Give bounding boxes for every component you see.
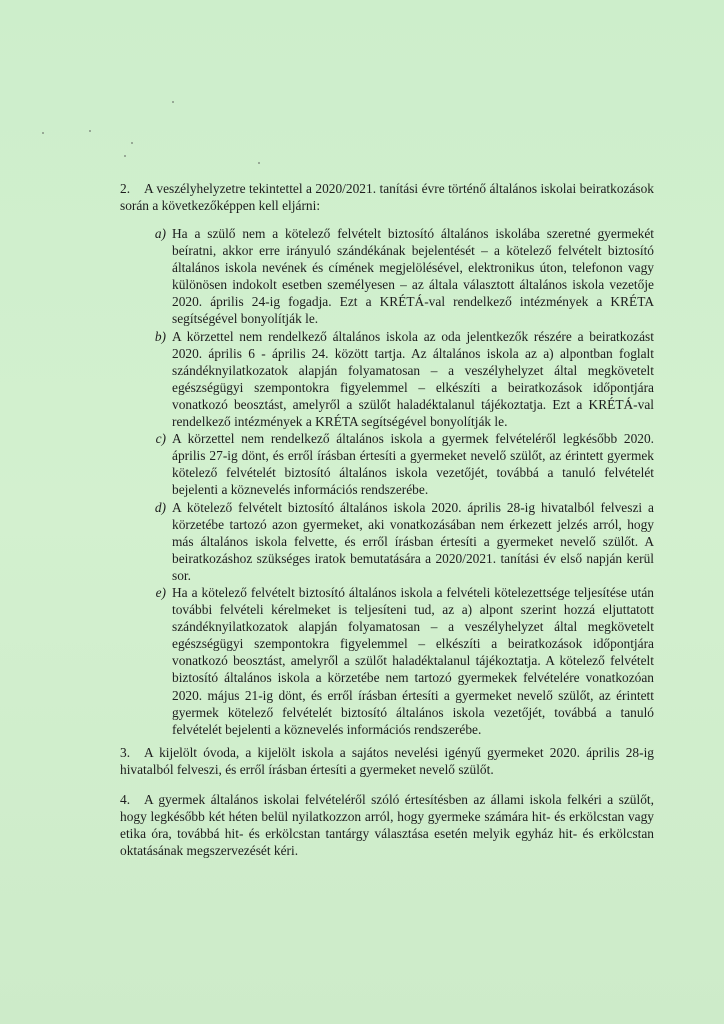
scan-speck [258, 162, 260, 164]
sub-item-letter: c) [155, 431, 166, 447]
sub-item-letter: a) [154, 226, 166, 241]
list-item-3 [120, 744, 654, 778]
sub-item-letter: d) [154, 499, 166, 515]
sub-item-text: Ha a kötelező felvételt biztosító általános iskola a felvételi kötelezettsége teljesítése után további felvételi kérelmeket is teljesíteni tud, az a) alpont szerint hozzá eljuttatott szándéknyilatkozatok alapján folyamatosan – a veszélyhelyzet által megkövetelt egészségügyi szempontokra figyelemmel – elkészíti a beiratkozások időpontjára vonatkozó beosztást, amelyről a szülőt haladéktalanul tájékoztatja. A kötelező felvételt biztosító általános iskola a körzetébe nem tartozó gyermekek felvételére vonatkozóan 2020. május 21-ig dönt, és erről írásban értesíti a gyermeket nevelő szülőt, az érintett gyermek kötelező felvételét biztosító általános iskola vezetőjét, továbbá a tanuló felvételét bejelenti a köznevelés információs rendszerébe. [172, 584, 654, 737]
scan-speck [172, 101, 174, 103]
item-number: 2. [120, 181, 131, 196]
sub-item-d [140, 499, 654, 584]
list-item-4 [120, 791, 654, 859]
item-number: 3. [120, 745, 131, 760]
item-text: A kijelölt óvoda, a kijelölt iskola a sajátos nevelési igényű gyermeket 2020. április 28-ig hivatalból felveszi, és erről írásban értesíti a gyermeket nevelő szülőt. [120, 745, 654, 777]
sub-item-e [140, 584, 654, 738]
sub-item-text: A kötelező felvételt biztosító általános iskola 2020. április 28-ig hivatalból felveszi a körzetébe tartozó azon gyermeket, aki vonatkozásában nem érkezett jelzés arról, hogy más általános iskola felvette, és erről írásban értesíti a gyermeket nevelő szülőt. A beiratkozáshoz szükséges iratok bemutatására a 2020/2021. tanítási év első napján kerül sor. [172, 499, 654, 583]
sub-item-b [140, 328, 654, 431]
list-item-2 [120, 180, 654, 214]
item-number: 4. [120, 792, 131, 807]
item-text: A gyermek általános iskolai felvételéről szóló értesítésben az állami iskola felkéri a szülőt, hogy legkésőbb két héten belül nyilatkozzon arról, hogy gyermeke számára hit- és erkölcstan vagy etika óra, továbbá hit- és erkölcstan tantárgy választása esetén melyik egyház hit- és erkölcstan oktatásának megszervezését kéri. [120, 792, 654, 858]
sub-item-text: A körzettel nem rendelkező általános iskola az oda jelentkezők részére a beiratkozást 2020. április 6 - április 24. között tartja. Az általános iskola az a) alpontban foglalt szándéknyilatkozatok alapján folyamatosan – a veszélyhelyzet által megkövetelt egészségügyi szempontokra figyelemmel – elkészíti a beiratkozások időpontjára vonatkozó beosztást, amelyről a szülőt haladéktalanul tájékoztatja. Ezt a KRÉTÁ-val rendelkező intézmények a KRÉTA segítségével bonyolítják le. [172, 328, 654, 430]
sub-item-c [140, 430, 654, 498]
scan-speck [131, 142, 133, 144]
scan-speck [124, 155, 126, 157]
sub-list [140, 225, 654, 738]
sub-item-text: A körzettel nem rendelkező általános iskola a gyermek felvételéről legkésőbb 2020. április 27-ig dönt, és erről írásban értesíti a gyermeket nevelő szülőt, az érintett gyermek kötelező felvételét biztosító általános iskola vezetőjét, továbbá a tanuló felvételét bejelenti a köznevelés információs rendszerébe. [172, 431, 654, 498]
item-text: A veszélyhelyzetre tekintettel a 2020/2021. tanítási évre történő általános iskolai beiratkozások során a következőképpen kell eljárni: [120, 181, 654, 213]
sub-item-a [140, 225, 654, 328]
scan-speck [89, 130, 91, 132]
scan-speck [42, 132, 44, 134]
sub-item-text: Ha a szülő nem a kötelező felvételt biztosító általános iskolába szeretné gyermekét beíratni, akkor erre irányuló szándékának bejelentését – a kötelező felvételt biztosító általános iskola nevének és címének megjelölésével, elektronikus úton, telefonon vagy különösen indokolt esetben személyesen – az általa választott általános iskola vezetője 2020. április 24-ig fogadja. Ezt a KRÉTÁ-val rendelkező intézmények a KRÉTA segítségével bonyolítják le. [172, 226, 654, 327]
sub-item-letter: e) [155, 584, 166, 600]
sub-item-letter: b) [154, 328, 166, 344]
